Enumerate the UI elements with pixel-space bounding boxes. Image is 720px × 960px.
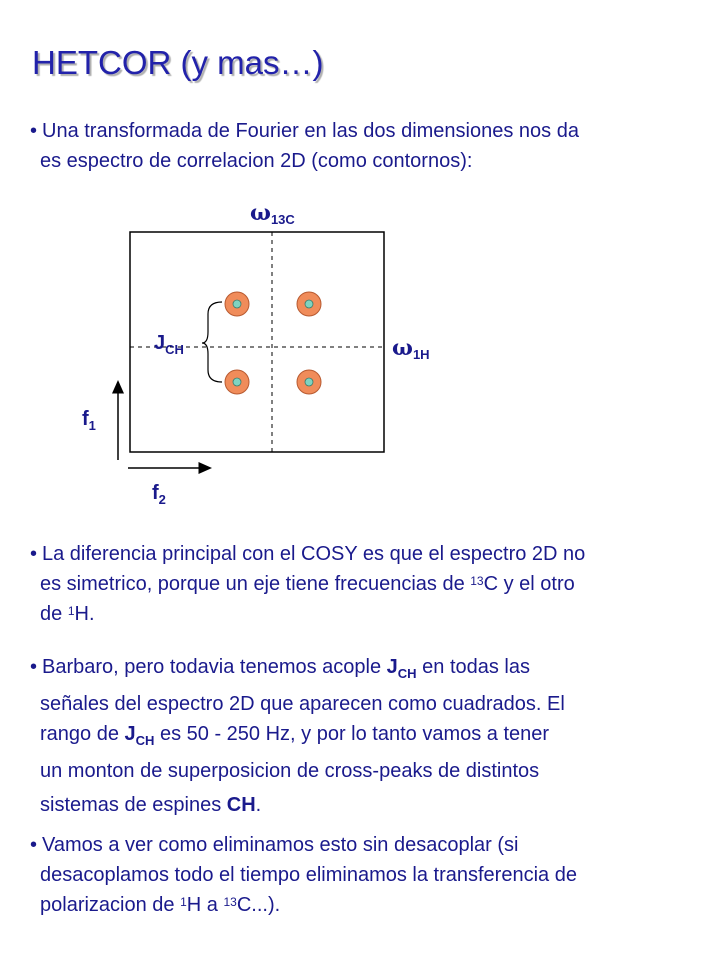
cosy-line-2: es simetrico, porque un eje tiene frecuencias de $^{13}$C y el otro <box>40 573 575 595</box>
cross-peak-bottom-left <box>225 370 249 394</box>
coupling-bracket <box>202 302 222 382</box>
jch-label: $J_{CH}$ <box>154 332 184 357</box>
decoupling-line-3: polarizacion de $^1$H a $^{13}$C...). <box>40 894 281 916</box>
coupling-line-3: rango de $J_{CH}$ es 50 - 250 Hz, y por lo tanto vamos a tener <box>40 723 550 748</box>
f2-label: $f_2$ <box>152 482 166 507</box>
coupling-line-2: señales del espectro 2D que aparecen como cuadrados. El <box>40 693 565 715</box>
cross-peak-top-right <box>297 292 321 316</box>
bullet-icon: • <box>30 656 38 678</box>
intro-line-1: • Una transformada de Fourier en las dos dimensiones nos da <box>30 116 710 146</box>
cross-peak-bottom-right <box>297 370 321 394</box>
diagram-svg <box>0 190 720 520</box>
intro-line-2: es espectro de correlacion 2D (como contornos): <box>40 150 473 172</box>
bullet-icon: • <box>30 834 38 856</box>
decoupling-line-2: desacoplamos todo el tiempo eliminamos la transferencia de <box>40 864 577 886</box>
cross-peak-top-left <box>225 292 249 316</box>
coupling-line-1: • Barbaro, pero todavia tenemos acople $J_{CH}$ en todas las <box>30 652 710 689</box>
cosy-line-1: • La diferencia principal con el COSY es que el espectro 2D no <box>30 539 710 569</box>
hetcor-2d-diagram <box>0 190 720 520</box>
coupling-line-4: un monton de superposicion de cross-peaks de distintos <box>40 760 540 782</box>
decoupling-paragraph <box>30 830 710 920</box>
decoupling-line-1: • Vamos a ver como eliminamos esto sin desacoplar (si <box>30 830 710 860</box>
coupling-paragraph <box>30 652 710 820</box>
bullet-icon: • <box>30 543 38 565</box>
intro-paragraph <box>30 116 710 176</box>
f1-label: $f_1$ <box>82 408 96 433</box>
cosy-line-3: de $^1$H. <box>40 603 95 625</box>
omega-13c-label: $\omega_{13C}$ <box>250 200 295 228</box>
omega-1h-label: $\omega_{1H}$ <box>392 335 430 363</box>
coupling-line-5: sistemas de espines CH. <box>40 794 262 816</box>
slide-title: HETCOR (y mas…) <box>32 44 324 81</box>
cosy-difference-paragraph <box>30 539 710 629</box>
bullet-icon: • <box>30 120 38 142</box>
